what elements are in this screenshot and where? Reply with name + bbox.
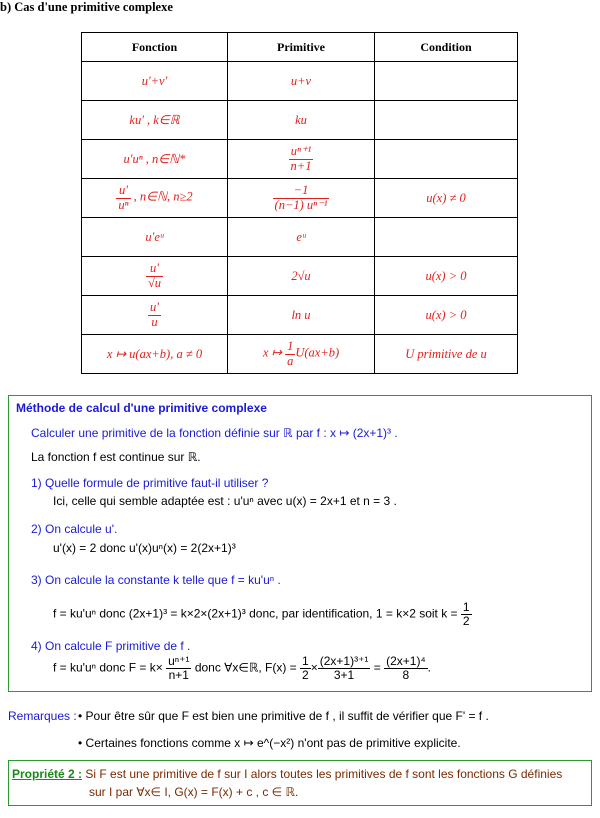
cell-function: u'uⁿ , n∈ℕ* <box>82 140 228 179</box>
cell-function: ku' , k∈ℝ <box>82 101 228 140</box>
function-tail: , n∈ℕ, n≥2 <box>133 189 193 204</box>
cell-primitive <box>228 179 375 218</box>
fraction-numerator: u' <box>116 184 130 198</box>
fraction-denominator: u <box>151 314 158 329</box>
cell-function <box>82 257 228 296</box>
step3-title: 3) On calcule la constante k telle que f = ku'uⁿ . <box>31 573 281 587</box>
fraction <box>116 184 130 211</box>
fraction-denominator: uⁿ <box>118 197 129 212</box>
fraction <box>285 340 295 367</box>
fraction-denominator: n+1 <box>290 158 312 173</box>
property-box <box>8 760 592 806</box>
table-row <box>82 101 518 140</box>
fraction-numerator: (2x+1)³⁺¹ <box>319 654 369 668</box>
table-row <box>82 218 518 257</box>
cell-primitive: eᵘ <box>228 218 375 257</box>
fraction-denominator: 8 <box>402 667 410 682</box>
property-text-1: Si F est une primitive de f sur I alors toutes les primitives de f sont les fonctions G définies <box>85 767 563 781</box>
fraction-numerator: uⁿ⁺¹ <box>289 145 314 159</box>
step3-text: f = ku'uⁿ donc (2x+1)³ = k×2×(2x+1)³ donc, par identification, 1 = k×2 soit k = <box>53 606 458 621</box>
fraction <box>461 601 472 627</box>
fraction-numerator: 1 <box>287 339 294 354</box>
fraction-denominator: 2 <box>462 613 470 628</box>
cell-condition <box>375 140 518 179</box>
table-row <box>82 296 518 335</box>
fraction-denominator: (n−1) uⁿ⁻¹ <box>274 197 328 212</box>
cell-function: u'eᵘ <box>82 218 228 257</box>
remark-1: • Pour être sûr que F est bien une primitive de f , il suffit de vérifier que F' = f . <box>78 709 489 723</box>
fraction-numerator: (2x+1)⁴ <box>386 654 426 668</box>
fraction <box>318 655 371 681</box>
step4-line <box>53 655 431 681</box>
remark-2: • Certaines fonctions comme x ↦ e^(−x²) n'ont pas de primitive explicite. <box>78 736 461 750</box>
method-intro: Calculer une primitive de la fonction définie sur ℝ par f : x ↦ (2x+1)³ . <box>31 426 398 440</box>
cell-function <box>82 296 228 335</box>
primitive-prefix: x ↦ <box>262 345 282 360</box>
fraction-denominator: √u <box>147 275 162 290</box>
cell-condition: u(x) ≠ 0 <box>375 179 518 218</box>
fraction <box>289 145 314 172</box>
step1-text: Ici, celle qui semble adaptée est : u'uⁿ avec u(x) = 2x+1 et n = 3 . <box>53 494 397 508</box>
fraction-numerator: u' <box>150 300 159 315</box>
fraction <box>300 655 311 681</box>
cell-function: u'+v' <box>82 62 228 101</box>
cell-primitive: 2√u <box>228 257 375 296</box>
fraction <box>273 184 330 211</box>
property-line-1 <box>12 767 562 781</box>
remarks-label: Remarques : <box>8 709 77 723</box>
cell-condition <box>375 218 518 257</box>
table-row <box>82 257 518 296</box>
fraction-denominator: 2 <box>302 667 309 682</box>
fraction-numerator: u' <box>146 262 163 276</box>
table-row <box>82 140 518 179</box>
step4-part: × <box>310 660 318 675</box>
method-continuity: La fonction f est continue sur ℝ. <box>31 450 201 464</box>
step4-part: = <box>373 660 381 675</box>
fraction-denominator: 3+1 <box>333 667 355 682</box>
fraction <box>384 655 428 681</box>
method-title: Méthode de calcul d'une primitive complexe <box>16 401 267 415</box>
cell-condition: u(x) > 0 <box>375 257 518 296</box>
cell-primitive: u+v <box>228 62 375 101</box>
primitive-table <box>81 32 518 374</box>
step4-part: donc ∀x∈ℝ, F(x) = <box>194 660 297 675</box>
header-condition: Condition <box>375 33 518 62</box>
cell-condition: U primitive de u <box>375 335 518 374</box>
fraction <box>148 301 161 328</box>
header-fonction: Fonction <box>82 33 228 62</box>
fraction-numerator: 1 <box>462 600 470 614</box>
table-row <box>82 179 518 218</box>
step2-text: u'(x) = 2 donc u'(x)uⁿ(x) = 2(2x+1)³ <box>53 541 236 555</box>
method-box <box>8 395 592 692</box>
table-header-row <box>82 33 518 62</box>
fraction <box>146 262 163 289</box>
property-label: Propriété 2 : <box>12 767 83 781</box>
fraction-numerator: uⁿ⁺¹ <box>168 654 190 668</box>
step4-part: f = ku'uⁿ donc F = k× <box>53 660 163 675</box>
fraction <box>166 655 191 681</box>
cell-primitive <box>228 140 375 179</box>
property-text-2: sur I par ∀x∈ I, G(x) = F(x) + c , c ∈ ℝ. <box>89 785 299 799</box>
step4-part: . <box>427 660 431 675</box>
fraction-numerator: 1 <box>302 654 309 668</box>
cell-function: x ↦ u(ax+b), a ≠ 0 <box>82 335 228 374</box>
step4-title: 4) On calcule F primitive de f . <box>31 639 191 653</box>
step2-title: 2) On calcule u'. <box>31 522 118 536</box>
step3-line <box>53 601 472 627</box>
step1-title: 1) Quelle formule de primitive faut-il utiliser ? <box>31 476 269 490</box>
fraction-denominator: a <box>287 353 294 368</box>
cell-primitive: ku <box>228 101 375 140</box>
table-row <box>82 335 518 374</box>
cell-condition <box>375 62 518 101</box>
cell-function <box>82 179 228 218</box>
cell-condition: u(x) > 0 <box>375 296 518 335</box>
fraction-numerator: −1 <box>273 184 330 198</box>
table-row <box>82 62 518 101</box>
cell-primitive: ln u <box>228 296 375 335</box>
cell-primitive <box>228 335 375 374</box>
primitive-suffix: U(ax+b) <box>295 345 340 360</box>
header-primitive: Primitive <box>228 33 375 62</box>
section-heading: b) Cas d'une primitive complexe <box>0 0 173 14</box>
cell-condition <box>375 101 518 140</box>
fraction-denominator: n+1 <box>168 667 189 682</box>
